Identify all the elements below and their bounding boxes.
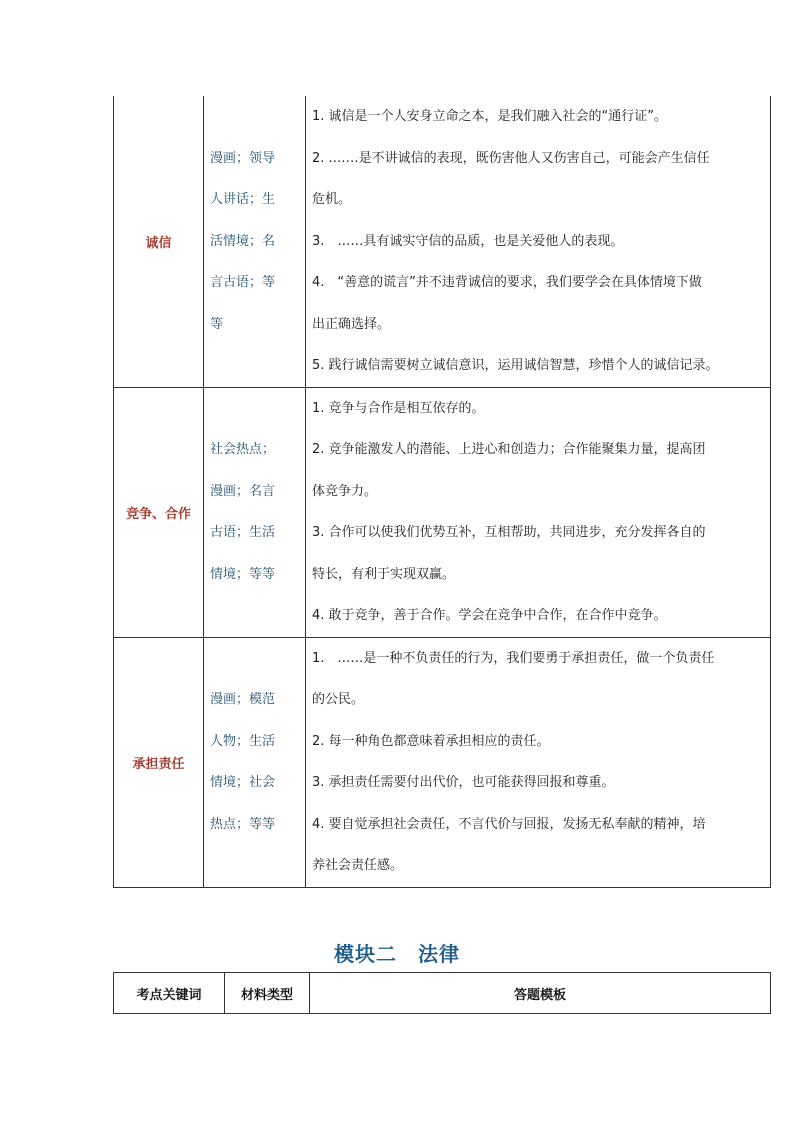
material-line: 社会热点； xyxy=(210,442,276,457)
answer-line: 3. 合作可以使我们优势互补，互相帮助，共同进步，充分发挥各自的 xyxy=(312,525,706,540)
answer-line: 体竞争力。 xyxy=(312,483,378,499)
module-header-table xyxy=(113,972,771,1014)
answer-line: 2. 每一种角色都意味着承担相应的责任。 xyxy=(312,733,550,749)
header-material: 材料类型 xyxy=(225,973,310,1014)
module-title: 模块二 法律 xyxy=(334,942,460,966)
material-cell xyxy=(204,387,306,637)
material-cell xyxy=(204,96,306,387)
answer-cell xyxy=(306,387,771,637)
answer-line: 4. 敢于竞争，善于合作。学会在竞争中合作，在合作中竞争。 xyxy=(312,608,667,623)
answer-line: 特长，有利于实现双赢。 xyxy=(312,566,456,582)
keyword-cell: 竞争、合作 xyxy=(114,387,204,637)
header-row xyxy=(114,973,771,1014)
material-cell xyxy=(204,637,306,887)
material-line: 活情境；名 xyxy=(210,233,276,249)
material-line: 漫画；模范 xyxy=(210,692,276,707)
answer-line: 养社会责任感。 xyxy=(312,858,404,873)
material-line: 言古语；等 xyxy=(210,275,276,290)
material-line: 古语；生活 xyxy=(210,525,276,540)
answer-line: 3. 承担责任需要付出代价，也可能获得回报和尊重。 xyxy=(312,775,615,790)
material-line: 等 xyxy=(210,316,224,332)
answer-cell xyxy=(306,96,771,387)
table-row xyxy=(114,96,771,387)
material-line: 漫画；名言 xyxy=(210,483,276,499)
answer-line: 4. “善意的谎言”并不违背诚信的要求，我们要学会在具体情境下做 xyxy=(312,275,702,290)
answer-line: 4. 要自觉承担社会责任，不言代价与回报，发扬无私奉献的精神，培 xyxy=(312,816,706,832)
answer-line: 2. .……是不讲诚信的表现，既伤害他人又伤害自己，可能会产生信任 xyxy=(312,150,710,166)
answer-cell xyxy=(306,637,771,887)
answer-line: 1. 诚信是一个人安身立命之本，是我们融入社会的“通行证”。 xyxy=(312,109,668,124)
keyword-cell: 诚信 xyxy=(114,96,204,387)
material-line: 人讲话；生 xyxy=(210,192,276,207)
material-line: 漫画；领导 xyxy=(210,150,276,166)
answer-line: 出正确选择。 xyxy=(312,316,391,332)
material-line: 情境；等等 xyxy=(210,566,276,582)
answer-line: 的公民。 xyxy=(312,692,365,707)
answer-line: 1. 竞争与合作是相互依存的。 xyxy=(312,400,485,416)
answer-line: 1. ……是一种不负责任的行为，我们要勇于承担责任，做一个负责任 xyxy=(312,650,715,666)
material-line: 人物；生活 xyxy=(210,733,276,749)
table-row xyxy=(114,387,771,637)
keyword-cell: 承担责任 xyxy=(114,637,204,887)
answer-line: 5. 践行诚信需要树立诚信意识，运用诚信智慧，珍惜个人的诚信记录。 xyxy=(312,358,719,373)
answer-line: 3. ……具有诚实守信的品质，也是关爱他人的表现。 xyxy=(312,233,624,249)
header-keyword: 考点关键词 xyxy=(114,973,225,1014)
answer-line: 危机。 xyxy=(312,192,352,207)
material-line: 情境；社会 xyxy=(210,775,276,790)
answer-line: 2. 竞争能激发人的潜能、上进心和创造力；合作能聚集力量，提高团 xyxy=(312,442,706,457)
header-answer-template: 答题模板 xyxy=(310,973,771,1014)
table-row xyxy=(114,637,771,887)
topics-table xyxy=(113,96,771,888)
material-line: 热点；等等 xyxy=(210,816,276,832)
